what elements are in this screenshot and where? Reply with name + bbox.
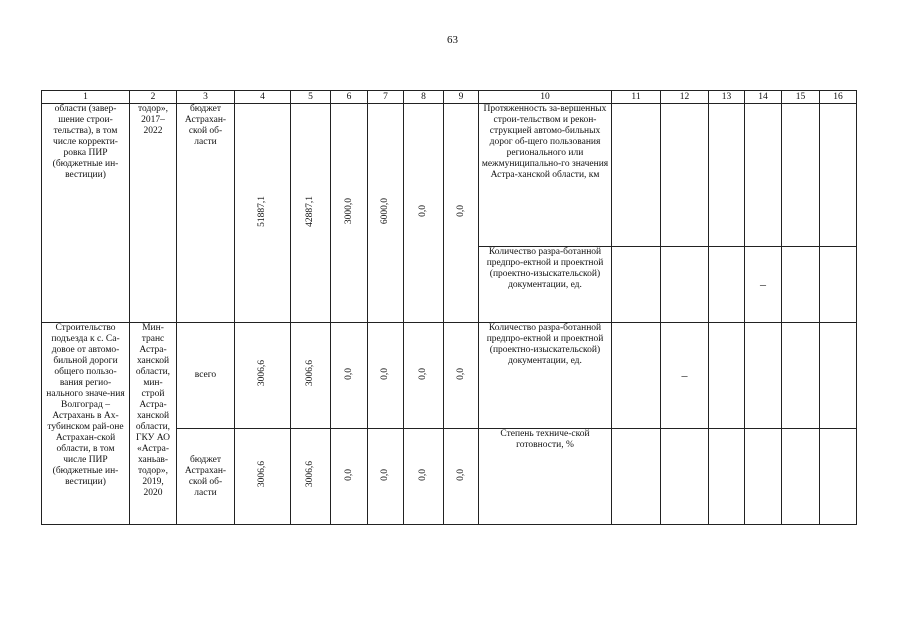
value-col7: 6000,0 (380, 197, 390, 225)
object-name: Строительство подъезда к с. Са-довое от автомо-бильной дороги общего пользо-вания регио-нального значе-ния Волгоград – Астрахань в Ах-тубинском рай-оне Астрахан-ской области, в том числе ПИР (бюджетные ин-вестиции) (42, 323, 130, 525)
page-number: 63 (447, 34, 458, 46)
funding-source: бюджет Астрахан-ской об-ласти (177, 104, 235, 323)
indicator-value: – (661, 323, 709, 429)
table-row (42, 104, 857, 247)
executor-period: Мин-транс Астра-ханской области, мин-строй Астра-ханской области, ГКУ АО «Астра-ханьав-тодор», 2019, 2020 (130, 323, 177, 525)
object-name: области (завер-шение строи-тельства), в том числе корректи-ровка ПИР (бюджетные ин-вестиции) (42, 104, 130, 323)
col-header: 11 (612, 91, 661, 104)
value-col8: 0,0 (418, 468, 428, 481)
value-col4: 51887,1 (257, 195, 267, 227)
value-col8: 0,0 (418, 205, 428, 217)
value-col5: 42887,1 (305, 195, 315, 227)
col-header: 12 (661, 91, 709, 104)
value-col6: 3000,0 (343, 197, 354, 225)
value-col5: 3006,6 (305, 461, 315, 488)
value-col6: 0,0 (343, 367, 354, 380)
col-header: 7 (368, 91, 404, 104)
value-col8: 0,0 (418, 367, 428, 380)
col-header: 1 (42, 91, 130, 104)
funding-source: всего (177, 323, 235, 429)
indicator-name: Количество разра-ботанной предпро-ектной и проектной (проектно-изыскательской) документации, ед. (479, 323, 612, 429)
indicator-name: Степень техниче-ской готовности, % (479, 429, 612, 525)
value-col7: 0,0 (380, 468, 390, 481)
value-col9: 0,0 (455, 205, 466, 217)
col-header: 9 (444, 91, 479, 104)
value-col7: 0,0 (380, 367, 390, 380)
col-header: 5 (291, 91, 331, 104)
executor-period: тодор», 2017–2022 (130, 104, 177, 323)
col-header: 8 (404, 91, 444, 104)
col-header: 16 (820, 91, 857, 104)
indicator-name: Количество разра-ботанной предпро-ектной и проектной (проектно-изыскательской) документации, ед. (479, 247, 612, 323)
indicator-value: – (745, 247, 782, 323)
col-header: 6 (331, 91, 368, 104)
value-col4: 3006,6 (257, 360, 267, 387)
table-row (42, 323, 857, 429)
budget-table (41, 90, 857, 525)
col-header: 15 (782, 91, 820, 104)
indicator-name: Протяженность за-вершенных строи-тельством и рекон-струкцией автомо-бильных дорог об-щего пользования регионального или межмуниципально-го значения Астра-ханской области, км (479, 104, 612, 247)
col-header: 2 (130, 91, 177, 104)
value-col4: 3006,6 (257, 461, 267, 488)
col-header: 14 (745, 91, 782, 104)
funding-source: бюджет Астрахан-ской об-ласти (177, 429, 235, 525)
header-row (42, 91, 857, 104)
value-col9: 0,0 (455, 468, 466, 481)
value-col5: 3006,6 (305, 360, 315, 387)
value-col9: 0,0 (455, 367, 466, 380)
col-header: 10 (479, 91, 612, 104)
col-header: 4 (235, 91, 291, 104)
col-header: 13 (709, 91, 745, 104)
col-header: 3 (177, 91, 235, 104)
value-col6: 0,0 (343, 468, 354, 481)
